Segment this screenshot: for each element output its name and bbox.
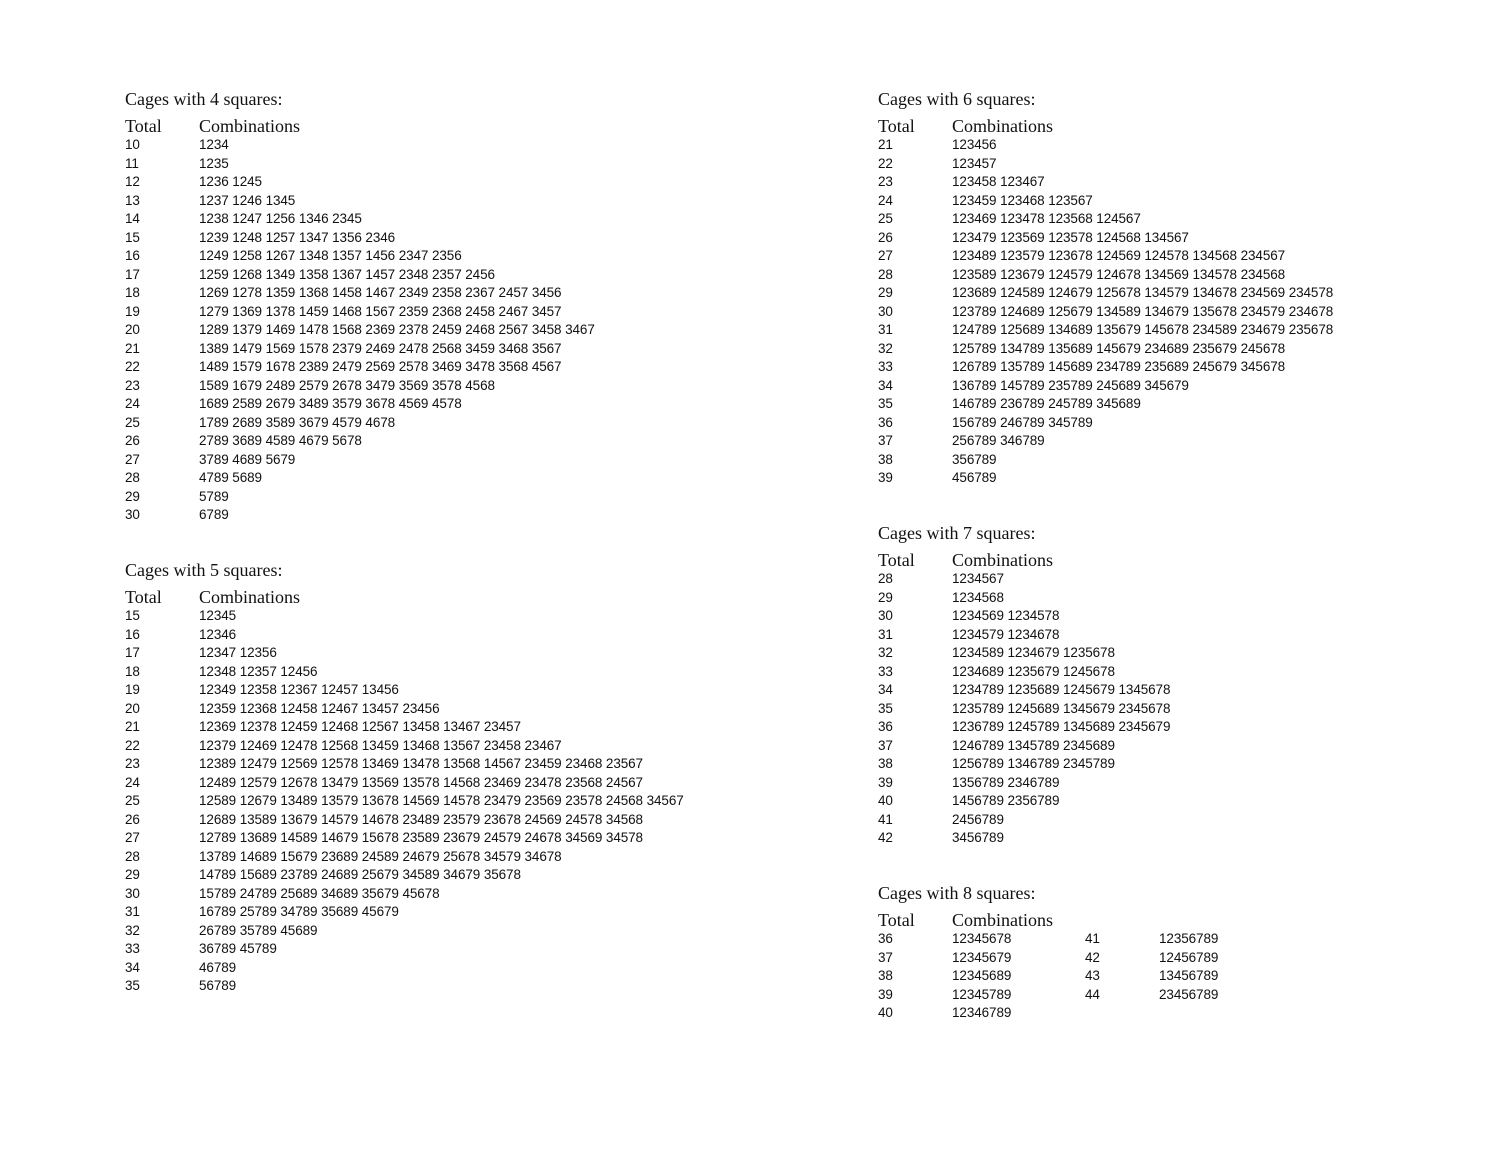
header-combinations: Combinations [199,587,301,607]
table-row [878,1004,1035,1023]
row-combinations: 123457 [952,155,997,171]
row-total: 37 [878,737,893,753]
row-total: 24 [878,192,893,208]
row-combinations: 16789 25789 34789 35689 45679 [199,904,399,919]
row-total: 25 [125,414,140,430]
table-row [878,755,1115,774]
row-combinations: 123789 124689 125679 134589 134679 135678 234579 234678 [952,303,1334,319]
row-combinations: 124789 125689 134689 135679 145678 234589 234679 235678 [952,322,1334,337]
table-row [878,681,1171,700]
row-combinations: 4789 5689 [199,470,262,485]
row-combinations: 1234567 [952,571,1004,586]
row-combinations: 12379 12469 12478 12568 13459 13468 13567 23458 23467 [199,737,562,753]
row-total: 25 [878,211,893,226]
row-combinations: 12359 12368 12458 12467 13457 23456 [199,700,440,716]
table-row [125,229,396,248]
table-row [125,700,440,719]
table-row [125,284,562,303]
section-title: Cages with 4 squares: [125,89,283,109]
row-combinations: 156789 246789 345789 [952,414,1093,430]
table-row [125,829,643,848]
header-total: Total [125,116,162,136]
table-row [125,414,396,433]
row-total: 20 [125,700,140,716]
table-row [125,358,562,377]
table-row [878,589,1035,608]
row-total: 43 [1085,968,1100,983]
table-header [125,116,301,136]
table-row [878,340,1286,359]
table-row [878,967,1219,986]
row-combinations: 13789 14689 15679 23689 24589 24679 25678 34579 34678 [199,848,562,864]
row-combinations: 1249 1258 1267 1348 1357 1456 2347 2356 [199,248,462,263]
row-total: 40 [878,793,893,808]
section-title: Cages with 7 squares: [878,523,1036,543]
row-total: 25 [125,793,140,808]
row-combinations: 123458 123467 [952,174,1045,189]
row-combinations: 1456789 2356789 [952,793,1060,808]
table-row [878,949,1219,968]
row-combinations: 12345689 [952,968,1012,983]
row-total: 29 [878,589,893,605]
row-total: 38 [878,756,893,771]
table-row [878,395,1141,414]
row-total: 19 [125,682,140,697]
row-combinations: 12345679 [952,949,1012,965]
row-combinations: 1356789 2346789 [952,774,1060,790]
row-total: 15 [125,608,140,623]
row-total: 23 [125,377,140,393]
table-row [878,718,1171,737]
row-total: 21 [878,137,893,152]
row-total: 27 [125,830,140,845]
row-combinations: 13456789 [1159,968,1219,983]
row-combinations: 125789 134789 135689 145679 234689 235679 245678 [952,340,1286,356]
row-combinations: 12347 12356 [199,645,277,660]
table-row [125,210,362,229]
row-total: 22 [878,155,893,171]
row-combinations: 1234568 [952,589,1004,605]
table-row [878,930,1219,949]
row-total: 24 [125,396,140,411]
row-total: 37 [878,949,893,965]
row-total: 21 [125,340,140,356]
row-total: 22 [125,737,140,753]
row-total: 23 [878,174,893,189]
row-total: 15 [125,229,140,245]
table-row [878,774,1060,793]
row-total: 26 [125,433,140,448]
table-row [125,903,399,922]
row-total: 29 [125,867,140,882]
row-combinations: 123589 123679 124579 124678 134569 134578 234568 [952,266,1286,282]
row-total: 18 [125,285,140,300]
row-total: 30 [878,303,893,319]
table-row [125,792,684,811]
row-total: 40 [878,1005,893,1020]
row-combinations: 12345678 [952,931,1012,946]
header-total: Total [125,587,162,607]
section-title: Cages with 5 squares: [125,560,283,580]
row-total: 20 [125,322,140,337]
row-total: 42 [1085,949,1100,965]
table-row [878,700,1171,719]
row-combinations: 12689 13589 13679 14579 14678 23489 23579 23678 24569 24578 34568 [199,811,643,827]
row-combinations: 3456789 [952,830,1004,845]
row-combinations: 56789 [199,978,237,993]
row-total: 28 [125,848,140,864]
row-combinations: 12456789 [1159,949,1219,965]
table-row [878,663,1115,682]
row-combinations: 36789 45789 [199,941,277,956]
table-row [878,192,1093,211]
row-combinations: 146789 236789 245789 345689 [952,396,1141,411]
header-combinations: Combinations [199,116,301,136]
row-total: 41 [1085,931,1100,946]
table-row [125,977,282,996]
row-combinations: 123459 123468 123567 [952,192,1093,208]
table-row [125,451,296,470]
row-combinations: 1234579 1234678 [952,626,1060,642]
table-row [125,136,282,155]
table-row [878,377,1189,396]
table-row [878,432,1045,451]
row-total: 35 [878,700,893,716]
table-row [125,940,282,959]
row-total: 18 [125,663,140,679]
table-row [878,247,1286,266]
table-row [125,395,462,414]
table-row [125,469,282,488]
row-total: 34 [125,959,140,975]
row-total: 34 [878,682,893,697]
row-combinations: 12345 [199,608,237,623]
table-row [878,644,1115,663]
row-combinations: 1689 2589 2679 3489 3579 3678 4569 4578 [199,396,462,411]
table-row [878,792,1060,811]
cages-4-section [125,88,595,525]
row-total: 23 [125,756,140,771]
row-total: 38 [878,451,893,467]
row-total: 44 [1085,986,1100,1002]
section-title: Cages with 8 squares: [878,883,1036,903]
row-total: 22 [125,359,140,374]
row-combinations: 136789 145789 235789 245689 345679 [952,377,1189,393]
cages-6-section [878,88,1334,488]
cages-5-section [125,559,684,996]
table-row [878,155,1035,174]
row-total: 16 [125,626,140,642]
row-total: 32 [125,922,140,938]
table-row [125,432,362,451]
row-combinations: 3789 4689 5679 [199,451,296,467]
row-combinations: 23456789 [1159,986,1219,1002]
table-row [125,321,595,340]
row-combinations: 12369 12378 12459 12468 12567 13458 13467 23457 [199,719,521,734]
table-row [878,266,1286,285]
row-combinations: 6789 [199,507,229,522]
row-combinations: 1259 1268 1349 1358 1367 1457 2348 2357 2456 [199,266,495,282]
row-combinations: 14789 15689 23789 24689 25679 34589 34679 35678 [199,867,521,882]
row-combinations: 123689 124589 124679 125678 134579 134678 234569 234578 [952,285,1334,300]
row-total: 31 [878,322,893,337]
row-combinations: 123469 123478 123568 124567 [952,211,1141,226]
table-row [125,866,521,885]
row-total: 39 [878,986,893,1002]
table-row [125,681,399,700]
table-row [125,718,521,737]
row-combinations: 12346 [199,626,237,642]
row-total: 32 [878,340,893,356]
table-row [125,644,282,663]
row-combinations: 15789 24789 25689 34689 35679 45678 [199,885,440,901]
cages-8-section [878,882,1219,1023]
row-total: 10 [125,137,140,152]
row-combinations: 26789 35789 45689 [199,922,318,938]
table-row [878,284,1334,303]
table-row [878,469,1035,488]
row-combinations: 1246789 1345789 2345689 [952,737,1115,753]
table-row [878,829,1035,848]
row-total: 33 [878,359,893,374]
row-combinations: 123489 123579 123678 124569 124578 134568 234567 [952,248,1286,263]
row-combinations: 1234689 1235679 1245678 [952,663,1115,679]
row-total: 24 [125,774,140,790]
table-row [878,229,1189,248]
row-total: 39 [878,470,893,485]
table-row [878,414,1093,433]
row-combinations: 1236789 1245789 1345689 2345679 [952,719,1171,734]
header-total: Total [878,550,915,570]
table-row [125,774,643,793]
header-combinations: Combinations [952,910,1054,930]
row-total: 38 [878,968,893,983]
row-combinations: 1234789 1235689 1245679 1345678 [952,682,1171,697]
row-total: 36 [878,414,893,430]
table-row [125,737,562,756]
row-combinations: 12789 13689 14589 14679 15678 23589 23679 24579 24678 34569 34578 [199,830,643,845]
table-row [878,737,1115,756]
row-combinations: 1289 1379 1469 1478 1568 2369 2378 2459 2468 2567 3458 3467 [199,322,595,337]
row-combinations: 12589 12679 13489 13579 13678 14569 14578 23479 23569 23578 24568 34567 [199,793,684,808]
row-total: 29 [878,285,893,300]
table-header [878,550,1054,570]
table-header [125,587,301,607]
row-combinations: 12349 12358 12367 12457 13456 [199,682,399,697]
row-combinations: 1236 1245 [199,174,262,189]
row-combinations: 12389 12479 12569 12578 13469 13478 13568 14567 23459 23468 23567 [199,756,643,771]
table-row [125,848,562,867]
row-combinations: 123456 [952,137,997,152]
table-row [878,303,1334,322]
row-total: 12 [125,174,140,189]
row-combinations: 1234589 1234679 1235678 [952,645,1115,660]
row-combinations: 2456789 [952,811,1004,827]
table-row [878,811,1035,830]
row-total: 26 [878,229,893,245]
section-title: Cages with 6 squares: [878,89,1036,109]
table-row [125,303,562,322]
row-total: 36 [878,931,893,946]
table-row [125,959,282,978]
row-total: 29 [125,488,140,504]
cages-7-section [878,522,1171,848]
row-combinations: 1238 1247 1256 1346 2345 [199,211,362,226]
row-total: 35 [125,978,140,993]
row-combinations: 456789 [952,470,997,485]
row-total: 32 [878,645,893,660]
table-row [125,755,643,774]
row-total: 37 [878,433,893,448]
table-row [125,192,296,211]
row-combinations: 1256789 1346789 2345789 [952,756,1115,771]
row-total: 30 [878,608,893,623]
row-combinations: 12346789 [952,1005,1012,1020]
table-row [125,488,282,507]
table-row [125,506,282,525]
row-combinations: 1589 1679 2489 2579 2678 3479 3569 3578 4568 [199,377,495,393]
table-row [125,885,440,904]
row-total: 17 [125,266,140,282]
row-total: 26 [125,811,140,827]
row-combinations: 5789 [199,488,229,504]
row-total: 11 [125,155,139,171]
row-total: 41 [878,811,893,827]
row-total: 16 [125,248,140,263]
row-combinations: 1235 [199,155,229,171]
row-total: 19 [125,303,140,319]
row-total: 30 [125,507,140,522]
row-total: 42 [878,830,893,845]
row-combinations: 1269 1278 1359 1368 1458 1467 2349 2358 2367 2457 3456 [199,285,562,300]
table-row [125,340,562,359]
header-total: Total [878,910,915,930]
row-combinations: 12489 12579 12678 13479 13569 13578 14568 23469 23478 23568 24567 [199,774,643,790]
table-row [878,451,1035,470]
row-total: 14 [125,211,140,226]
table-header [878,116,1054,136]
table-row [878,626,1060,645]
row-combinations: 356789 [952,451,997,467]
row-total: 28 [125,470,140,485]
row-combinations: 256789 346789 [952,433,1045,448]
table-row [125,173,282,192]
table-row [125,811,643,830]
row-combinations: 46789 [199,959,237,975]
row-combinations: 1237 1246 1345 [199,192,296,208]
row-combinations: 126789 135789 145689 234789 235689 245679 345678 [952,359,1286,374]
table-row [878,607,1060,626]
table-row [878,570,1035,589]
row-total: 28 [878,266,893,282]
row-combinations: 1234569 1234578 [952,608,1060,623]
row-combinations: 1389 1479 1569 1578 2379 2469 2478 2568 3459 3468 3567 [199,340,562,356]
row-total: 36 [878,719,893,734]
table-row [878,321,1334,340]
header-combinations: Combinations [952,116,1054,136]
row-combinations: 1235789 1245689 1345679 2345678 [952,700,1171,716]
row-combinations: 12348 12357 12456 [199,663,318,679]
header-combinations: Combinations [952,550,1054,570]
table-row [878,210,1141,229]
row-combinations: 1789 2689 3589 3679 4579 4678 [199,414,396,430]
row-combinations: 1279 1369 1378 1459 1468 1567 2359 2368 2458 2467 3457 [199,303,562,319]
table-row [878,986,1219,1005]
table-row [125,266,495,285]
table-row [125,607,282,626]
table-row [125,922,318,941]
table-row [125,155,282,174]
table-row [125,247,462,266]
row-total: 27 [878,248,893,263]
row-total: 21 [125,719,140,734]
row-total: 33 [878,663,893,679]
row-combinations: 123479 123569 123578 124568 134567 [952,229,1189,245]
row-total: 33 [125,941,140,956]
row-total: 13 [125,192,140,208]
row-combinations: 1489 1579 1678 2389 2479 2569 2578 3469 3478 3568 4567 [199,359,562,374]
header-total: Total [878,116,915,136]
row-total: 34 [878,377,893,393]
row-total: 31 [878,626,893,642]
table-row [878,173,1045,192]
table-row [125,663,318,682]
row-total: 17 [125,645,140,660]
table-row [878,136,1035,155]
row-total: 35 [878,396,893,411]
table-row [125,377,495,396]
row-total: 27 [125,451,140,467]
row-combinations: 12356789 [1159,931,1219,946]
table-row [878,358,1286,377]
table-row [125,626,282,645]
row-total: 39 [878,774,893,790]
row-combinations: 1239 1248 1257 1347 1356 2346 [199,229,396,245]
row-total: 28 [878,571,893,586]
row-total: 31 [125,904,140,919]
row-combinations: 12345789 [952,986,1012,1002]
row-total: 30 [125,885,140,901]
row-combinations: 1234 [199,137,229,152]
row-combinations: 2789 3689 4589 4679 5678 [199,433,362,448]
table-header [878,910,1054,930]
